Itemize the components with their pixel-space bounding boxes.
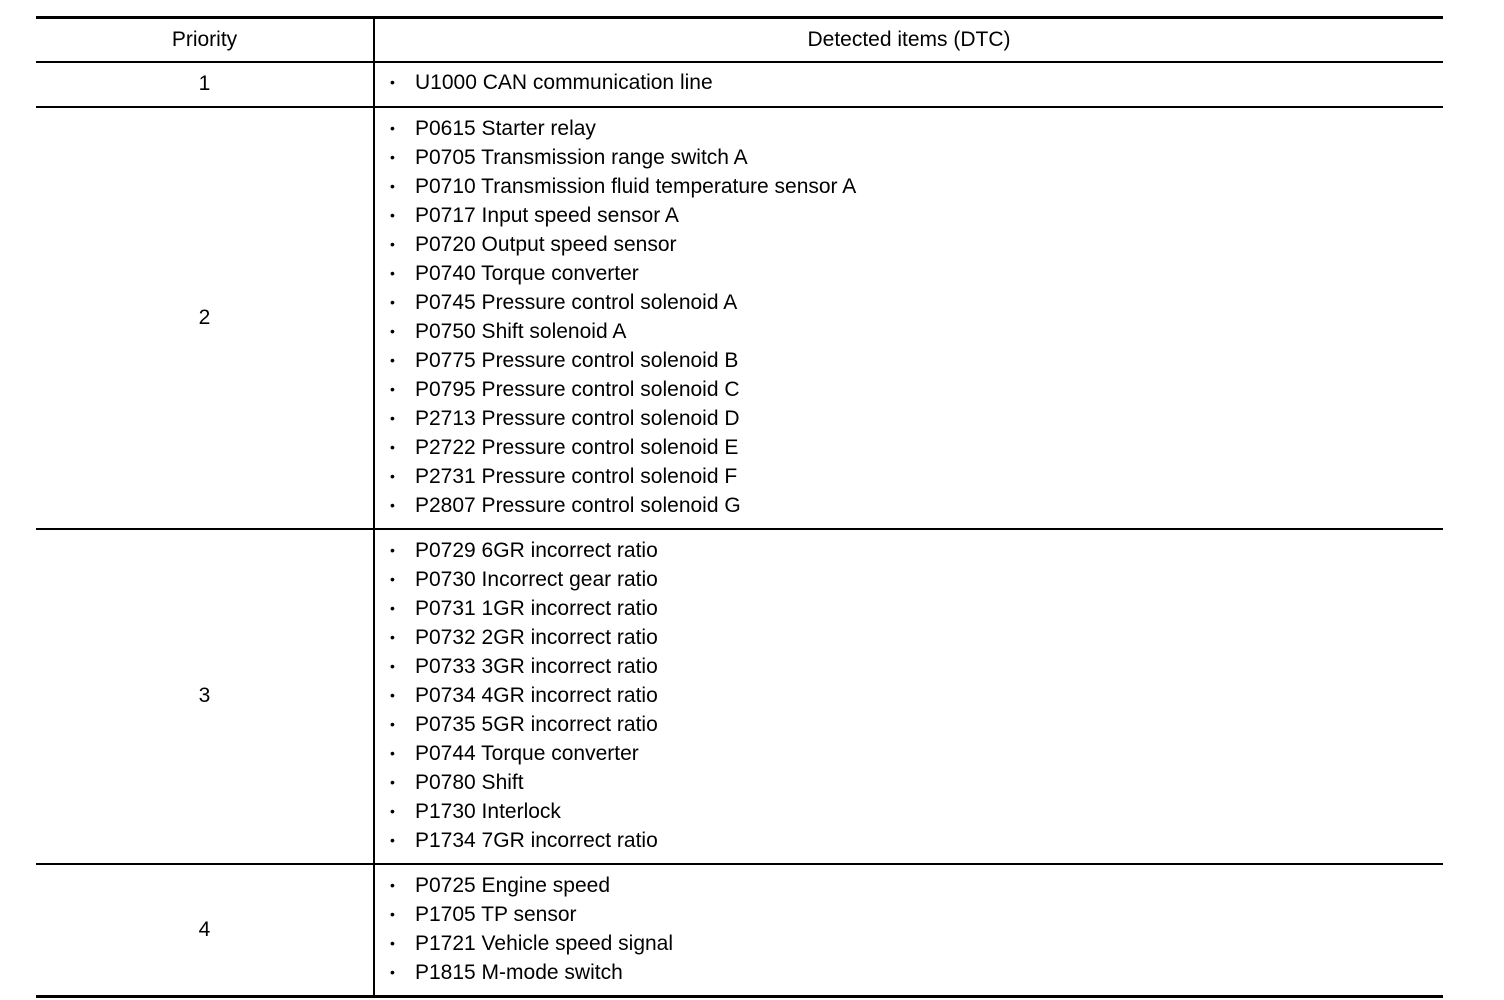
dtc-item-text: P0740 Torque converter bbox=[415, 261, 639, 285]
dtc-list-item bbox=[375, 114, 1443, 143]
bullet-icon: • bbox=[390, 496, 395, 513]
dtc-item-text: P0731 1GR incorrect ratio bbox=[415, 596, 658, 620]
priority-cell: 2 bbox=[36, 107, 374, 529]
dtc-list-item bbox=[375, 536, 1443, 565]
bullet-icon: • bbox=[390, 715, 395, 732]
dtc-item-text: P0733 3GR incorrect ratio bbox=[415, 654, 658, 678]
dtc-list-item bbox=[375, 958, 1443, 987]
dtc-item-text: P0725 Engine speed bbox=[415, 873, 610, 897]
dtc-list-item bbox=[375, 768, 1443, 797]
bullet-icon: • bbox=[390, 905, 395, 922]
bullet-icon: • bbox=[390, 235, 395, 252]
dtc-item-text: P0735 5GR incorrect ratio bbox=[415, 712, 658, 736]
dtc-list-item bbox=[375, 739, 1443, 768]
priority-cell: 3 bbox=[36, 529, 374, 864]
bullet-icon: • bbox=[390, 802, 395, 819]
dtc-list-item bbox=[375, 375, 1443, 404]
bullet-icon: • bbox=[390, 773, 395, 790]
dtc-list-item bbox=[375, 230, 1443, 259]
bullet-icon: • bbox=[390, 264, 395, 281]
bullet-icon: • bbox=[390, 73, 395, 90]
priority-cell: 1 bbox=[36, 62, 374, 107]
dtc-list-item bbox=[375, 317, 1443, 346]
bullet-icon: • bbox=[390, 206, 395, 223]
detected-items-cell bbox=[374, 62, 1443, 107]
dtc-list-item bbox=[375, 404, 1443, 433]
table-row bbox=[36, 864, 1443, 997]
bullet-icon: • bbox=[390, 409, 395, 426]
dtc-item-text: P2807 Pressure control solenoid G bbox=[415, 493, 741, 517]
bullet-icon: • bbox=[390, 467, 395, 484]
bullet-icon: • bbox=[390, 628, 395, 645]
bullet-icon: • bbox=[390, 541, 395, 558]
dtc-list-item bbox=[375, 433, 1443, 462]
bullet-icon: • bbox=[390, 148, 395, 165]
dtc-list-item bbox=[375, 681, 1443, 710]
dtc-item-text: P1734 7GR incorrect ratio bbox=[415, 828, 658, 852]
dtc-item-text: P1721 Vehicle speed signal bbox=[415, 931, 674, 955]
detected-items-cell bbox=[374, 107, 1443, 529]
bullet-icon: • bbox=[390, 744, 395, 761]
detected-items-column-header: Detected items (DTC) bbox=[807, 27, 1011, 51]
dtc-list-item bbox=[375, 143, 1443, 172]
table-row bbox=[36, 62, 1443, 107]
dtc-list-item bbox=[375, 346, 1443, 375]
bullet-icon: • bbox=[390, 570, 395, 587]
detected-items-cell bbox=[374, 864, 1443, 997]
dtc-item-text: P2713 Pressure control solenoid D bbox=[415, 406, 740, 430]
dtc-item-text: P0745 Pressure control solenoid A bbox=[415, 290, 738, 314]
bullet-icon: • bbox=[390, 934, 395, 951]
dtc-item-text: P0780 Shift bbox=[415, 770, 524, 794]
dtc-list-item bbox=[375, 710, 1443, 739]
dtc-list-item bbox=[375, 871, 1443, 900]
dtc-item-text: P2731 Pressure control solenoid F bbox=[415, 464, 738, 488]
dtc-item-text: P0717 Input speed sensor A bbox=[415, 203, 679, 227]
bullet-icon: • bbox=[390, 657, 395, 674]
dtc-item-text: P0750 Shift solenoid A bbox=[415, 319, 627, 343]
header-row bbox=[36, 18, 1443, 62]
bullet-icon: • bbox=[390, 322, 395, 339]
dtc-item-text: P0744 Torque converter bbox=[415, 741, 639, 765]
bullet-icon: • bbox=[390, 686, 395, 703]
dtc-item-text: P0729 6GR incorrect ratio bbox=[415, 538, 658, 562]
dtc-item-text: P0775 Pressure control solenoid B bbox=[415, 348, 739, 372]
dtc-list-item bbox=[375, 900, 1443, 929]
dtc-list-item bbox=[375, 826, 1443, 855]
dtc-list-item bbox=[375, 288, 1443, 317]
dtc-item-text: P0615 Starter relay bbox=[415, 116, 596, 140]
dtc-list-item bbox=[375, 623, 1443, 652]
dtc-list-item bbox=[375, 565, 1443, 594]
priority-cell: 4 bbox=[36, 864, 374, 997]
dtc-list-item bbox=[375, 491, 1443, 520]
dtc-item-text: P0710 Transmission fluid temperature sensor A bbox=[415, 174, 857, 198]
dtc-item-text: P1705 TP sensor bbox=[415, 902, 577, 926]
table-body bbox=[36, 62, 1443, 997]
dtc-item-text: P0705 Transmission range switch A bbox=[415, 145, 748, 169]
dtc-list-item bbox=[375, 68, 1443, 97]
bullet-icon: • bbox=[390, 831, 395, 848]
dtc-item-text: P0730 Incorrect gear ratio bbox=[415, 567, 658, 591]
bullet-icon: • bbox=[390, 119, 395, 136]
dtc-priority-table bbox=[36, 16, 1443, 998]
dtc-list-item bbox=[375, 201, 1443, 230]
table-row bbox=[36, 107, 1443, 529]
dtc-list-item bbox=[375, 797, 1443, 826]
table-row bbox=[36, 529, 1443, 864]
dtc-item-text: U1000 CAN communication line bbox=[415, 70, 713, 94]
priority-column-header: Priority bbox=[36, 18, 374, 62]
dtc-list-item bbox=[375, 594, 1443, 623]
dtc-list-item bbox=[375, 929, 1443, 958]
bullet-icon: • bbox=[390, 380, 395, 397]
dtc-item-text: P0734 4GR incorrect ratio bbox=[415, 683, 658, 707]
dtc-item-text: P0795 Pressure control solenoid C bbox=[415, 377, 740, 401]
bullet-icon: • bbox=[390, 876, 395, 893]
dtc-item-text: P1730 Interlock bbox=[415, 799, 561, 823]
dtc-list bbox=[375, 68, 1443, 97]
dtc-list-item bbox=[375, 172, 1443, 201]
dtc-list bbox=[375, 114, 1443, 520]
dtc-item-text: P1815 M-mode switch bbox=[415, 960, 623, 984]
dtc-item-text: P2722 Pressure control solenoid E bbox=[415, 435, 739, 459]
bullet-icon: • bbox=[390, 963, 395, 980]
table-header bbox=[36, 18, 1443, 62]
bullet-icon: • bbox=[390, 351, 395, 368]
dtc-item-text: P0720 Output speed sensor bbox=[415, 232, 677, 256]
dtc-list bbox=[375, 536, 1443, 855]
bullet-icon: • bbox=[390, 177, 395, 194]
dtc-list bbox=[375, 871, 1443, 987]
bullet-icon: • bbox=[390, 293, 395, 310]
dtc-item-text: P0732 2GR incorrect ratio bbox=[415, 625, 658, 649]
dtc-list-item bbox=[375, 462, 1443, 491]
dtc-list-item bbox=[375, 652, 1443, 681]
detected-items-cell bbox=[374, 529, 1443, 864]
dtc-list-item bbox=[375, 259, 1443, 288]
bullet-icon: • bbox=[390, 438, 395, 455]
bullet-icon: • bbox=[390, 599, 395, 616]
